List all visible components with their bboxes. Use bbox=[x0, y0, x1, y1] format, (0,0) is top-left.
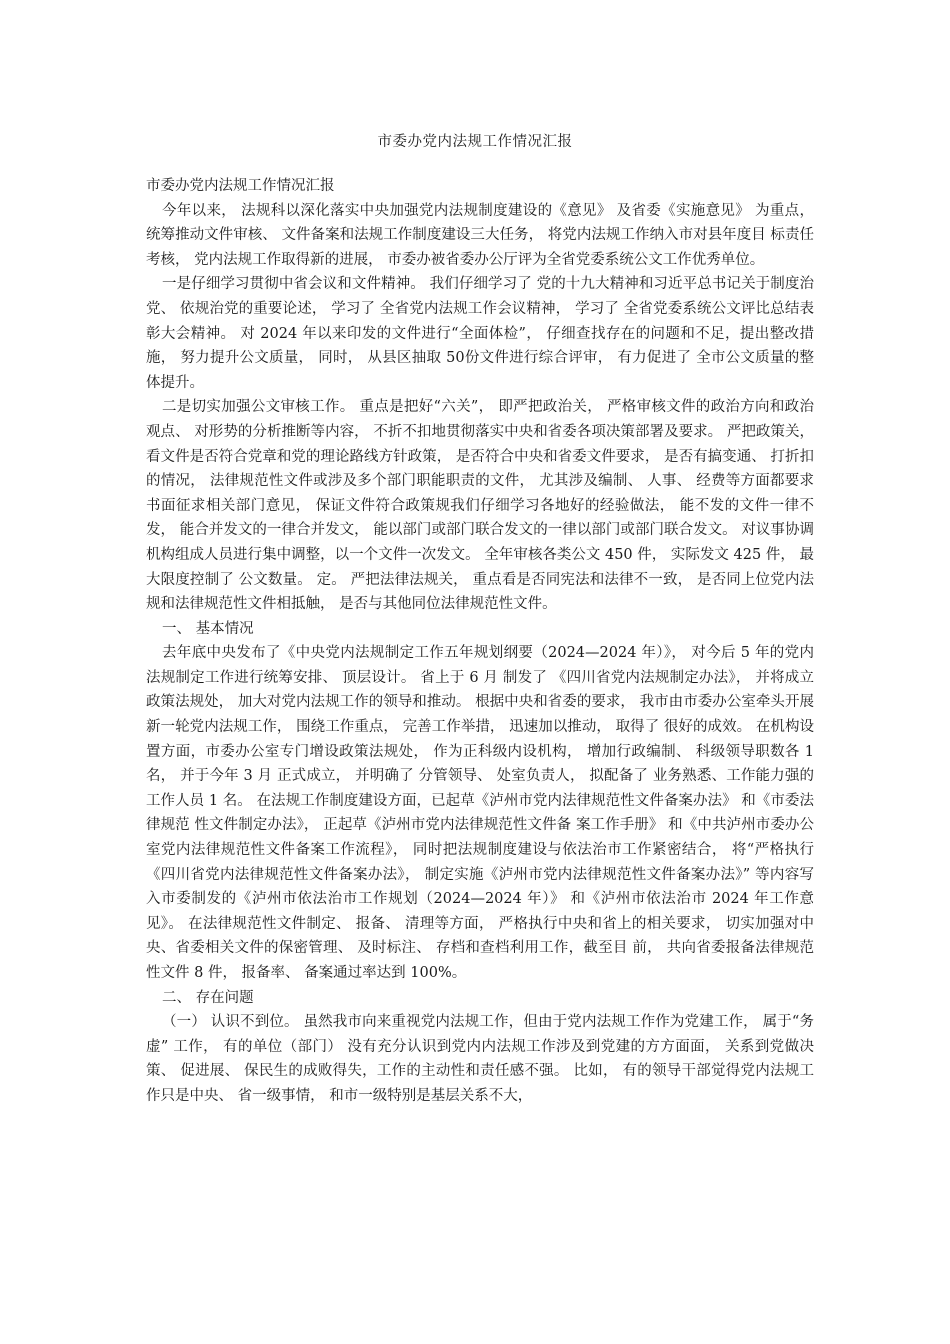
paragraph-study: 一是仔细学习贯彻中省会议和文件精神。 我们仔细学习了 党的十九大精神和习近平总书记关于制度治党、 依规治党的重要论述， 学习了 全省党内法规工作会议精神， 学习了 全省党委系统公文评比总结表彰大会精神。 对 2024 年以来印发的文件进行“全面体检”， 仔细查找存在的问题和不足，提出整改措施， 努力提升公文质量， 同时， 从县区抽取 50份文件进行综合评审， 有力促进了 全市公文质量的整体提升。 bbox=[146, 276, 814, 391]
paragraph-basic: 去年底中央发布了《中央党内法规制定工作五年规划纲要（2024—2024 年）》， 对今后 5 年的党内法规制定工作进行统筹安排、 顶层设计。 省上于 6 月 制发了 《四川省党内法规制定办法》， 并将成立政策法规处， 加大对党内法规工作的领导和推动。 根据中央和省委的要求， 我市由市委办公室牵头开展新一轮党内法规工作， 围绕工作重点， 完善工作举措， 迅速加以推动， 取得了 很好的成效。 在机构设置方面，市委办公室专门增设政策法规处， 作为正科级内设机构， 增加行政编制、 科级领导职数各 1 名， 并于今年 3 月 正式成立， 并明确了 分管领导、 处室负责人， 拟配备了 业务熟悉、工作能力强的工作人员 1 名。 在法规工作制度建设方面，已起草《泸州市党内法律规范性文件备案办法》 和《市委法律规范 性文件制定办法》， 正起草《泸州市党内法律规范性文件备 案工作手册》 和《中共泸州市委办公室党内法律规范性文件备案工作流程》， 同时把法规制度建设与依法治市工作紧密结合， 将“严格执行《四川省党内法律规范性文件备案办法》， 制定实施《泸州市党内法律规范性文件备案办法》” 等内容写入市委制发的《泸州市依法治市工作规划（2024—2024 年）》 和《泸州市依法治市 2024 年工作意见》。 在法律规范性文件制定、 报备、 清理等方面， 严格执行中央和省上的相关要求， 切实加强对中央、省委相关文件的保密管理、 及时标注、 存档和查档利用工作，截至目 前， 共向省委报备法律规范性文件 8 件， 报备率、 备案通过率达到 100%。 bbox=[146, 645, 814, 981]
paragraph-problems: （一） 认识不到位。 虽然我市向来重视党内法规工作，但由于党内法规工作作为党建工作， 属于“务虚” 工作， 有的单位（部门） 没有充分认识到党内内法规工作涉及到党建的方方面面， 关系到党做决策、 促进展、 保民生的成败得失，工作的主动性和责任感不强。 比如， 有的领导干部觉得党内法规工作只是中央、 省一级事情， 和市一级特别是基层关系不大， bbox=[146, 1014, 814, 1104]
section-heading-problems: 二、 存在问题 bbox=[162, 989, 254, 1006]
paragraph-review: 二是切实加强公文审核工作。 重点是把好“六关”， 即严把政治关， 严格审核文件的政治方向和政治观点、 对形势的分析推断等内容， 不折不扣地贯彻落实中央和省委各项决策部署及要求。 严把政策关， 看文件是否符合党章和党的理论路线方针政策， 是否符合中央和省委文件要求， 是否有搞变通、 打折扣的情况， 法律规范性文件或涉及多个部门职能职责的文件， 尤其涉及编制、 人事、 经费等方面都要求书面征求相关部门意见， 保证文件符合政策规我们仔细学习各地好的经验做法， 能不发的文件一律不发， 能合并发文的一律合并发文， 能以部门或部门联合发文的一律以部门或部门联合发文。 对议事协调机构组成人员进行集中调整，以一个文件一次发文。 全年审核各类公文 450 件， 实际发文 425 件， 最大限度控制了 公文数量。 定。 严把法律法规关， 重点看是否同宪法和法律不一致， 是否同上位党内法规和法律规范性文件相抵触， 是否与其他同位法律规范性文件。 bbox=[146, 399, 814, 613]
document-title: 市委办党内法规工作情况汇报 bbox=[377, 134, 573, 150]
document-body bbox=[146, 174, 814, 1109]
body-heading: 市委办党内法规工作情况汇报 bbox=[146, 178, 335, 194]
paragraph-intro: 今年以来， 法规科以深化落实中央加强党内法规制度建设的《意见》 及省委《实施意见》 为重点， 统筹推动文件审核、 文件备案和法规工作制度建设三大任务， 将党内法规工作纳入市对县年度目 标责任考核， 党内法规工作取得新的进展， 市委办被省委办公厅评为全省党委系统公文工作优秀单位。 bbox=[146, 202, 814, 268]
section-heading-basic: 一、 基本情况 bbox=[162, 620, 254, 637]
